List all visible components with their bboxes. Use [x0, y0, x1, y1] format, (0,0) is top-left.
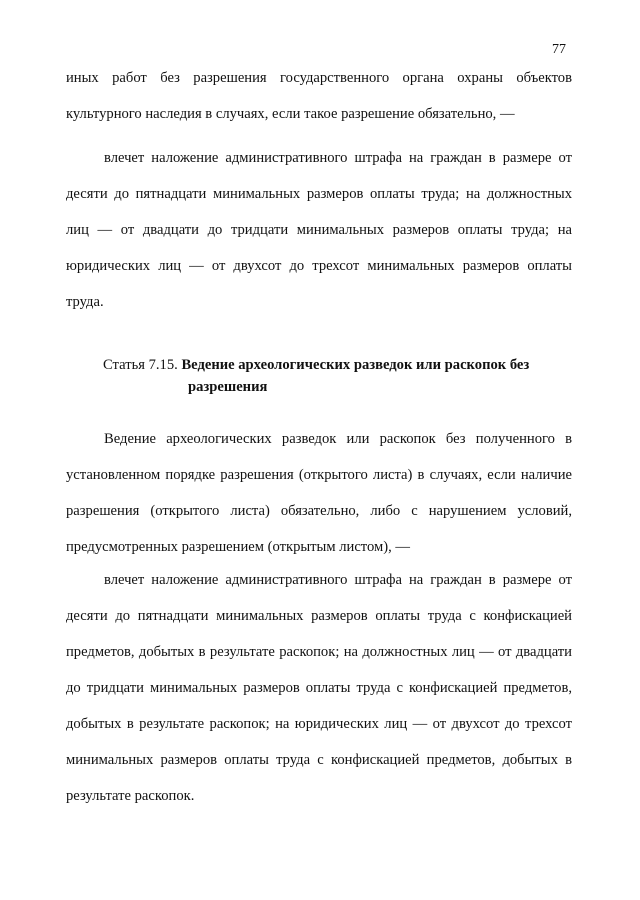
paragraph-2: влечет наложение административного штрафа на граждан в размере от десяти до пятнадцати минимальных размеров оплаты труда; на должностных лиц — от двадцати до тридцати минимальных размеров оплаты труда; на юридических лиц — от двухсот до трехсот минимальных размеров оплаты труда.	[66, 150, 572, 310]
paragraph-3: Ведение археологических разведок или раскопок без полученного в установленном порядке разрешения (открытого листа) в случаях, если наличие разрешения (открытого листа) обязательно, либо с нарушением условий, предусмотренных разрешением (открытым листом), —	[66, 431, 572, 555]
article-label: Статья 7.15.	[103, 357, 182, 373]
article-heading	[103, 354, 573, 398]
paragraph-1: иных работ без разрешения государственного органа охраны объектов культурного наследия в случаях, если такое разрешение обязательно, —	[66, 70, 572, 122]
page-number: 77	[552, 42, 566, 57]
article-title-line-2: разрешения	[188, 379, 268, 395]
article-title-line-1: Ведение археологических разведок или раскопок без	[181, 357, 530, 373]
paragraph-4: влечет наложение административного штрафа на граждан в размере от десяти до пятнадцати минимальных размеров оплаты труда с конфискацией предметов, добытых в результате раскопок; на должностных лиц — от двадцати до тридцати минимальных размеров оплаты труда с конфискацией предметов, добытых в результате раскопок; на юридических лиц — от двухсот до трехсот минимальных размеров оплаты труда с конфискацией предметов, добытых в результате раскопок.	[66, 572, 572, 804]
